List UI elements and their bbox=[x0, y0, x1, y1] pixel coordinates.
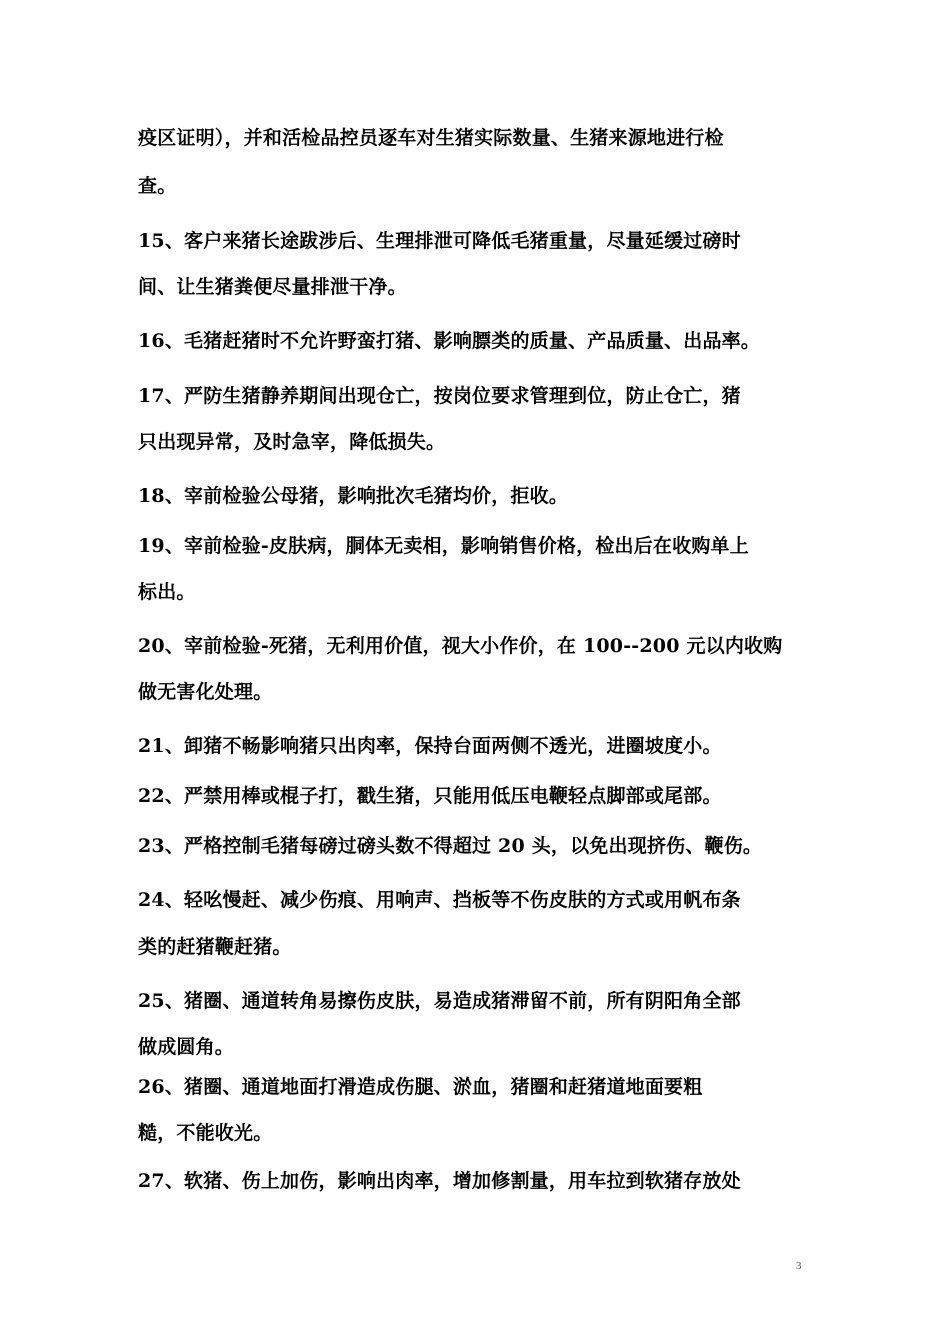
text-line: 间、让生猪粪便尽量排泄干净。 bbox=[138, 276, 407, 298]
text-line: 类的赶猪鞭赶猪。 bbox=[138, 936, 292, 958]
text-line: 做成圆角。 bbox=[138, 1036, 235, 1058]
text-line: 24、轻吆慢赶、减少伤痕、用响声、挡板等不伤皮肤的方式或用帆布条 bbox=[138, 889, 741, 911]
text-line: 19、宰前检验-皮肤病，胴体无卖相，影响销售价格，检出后在收购单上 bbox=[138, 535, 749, 557]
text-line: 15、客户来猪长途跋涉后、生理排泄可降低毛猪重量，尽量延缓过磅时 bbox=[138, 230, 741, 252]
text-line: 疫区证明），并和活检品控员逐车对生猪实际数量、生猪来源地进行检 bbox=[138, 127, 724, 149]
text-line: 查。 bbox=[138, 175, 177, 197]
text-line: 只出现异常，及时急宰，降低损失。 bbox=[138, 431, 446, 453]
text-line: 17、严防生猪静养期间出现仓亡，按岗位要求管理到位，防止仓亡，猪 bbox=[138, 385, 741, 407]
text-line: 21、卸猪不畅影响猪只出肉率，保持台面两侧不透光，进圈坡度小。 bbox=[138, 735, 722, 757]
text-line: 23、严格控制毛猪每磅过磅头数不得超过 20 头，以免出现挤伤、鞭伤。 bbox=[138, 835, 763, 857]
text-line: 糙，不能收光。 bbox=[138, 1122, 273, 1144]
text-line: 22、严禁用棒或棍子打，戳生猪，只能用低压电鞭轻点脚部或尾部。 bbox=[138, 785, 722, 807]
text-line: 做无害化处理。 bbox=[138, 681, 273, 703]
text-line: 27、软猪、伤上加伤，影响出肉率，增加修割量，用车拉到软猪存放处 bbox=[138, 1170, 741, 1192]
text-line: 26、猪圈、通道地面打滑造成伤腿、淤血，猪圈和赶猪道地面要粗 bbox=[138, 1076, 703, 1098]
text-line: 25、猪圈、通道转角易擦伤皮肤，易造成猪滞留不前，所有阴阳角全部 bbox=[138, 990, 741, 1012]
text-line: 20、宰前检验-死猪，无利用价值，视大小作价，在 100--200 元以内收购 bbox=[138, 635, 783, 657]
page-number: 3 bbox=[796, 1260, 802, 1272]
text-line: 标出。 bbox=[138, 581, 196, 603]
text-line: 18、宰前检验公母猪，影响批次毛猪均价，拒收。 bbox=[138, 485, 569, 507]
text-line: 16、毛猪赶猪时不允许野蛮打猪、影响膘类的质量、产品质量、出品率。 bbox=[138, 330, 761, 352]
